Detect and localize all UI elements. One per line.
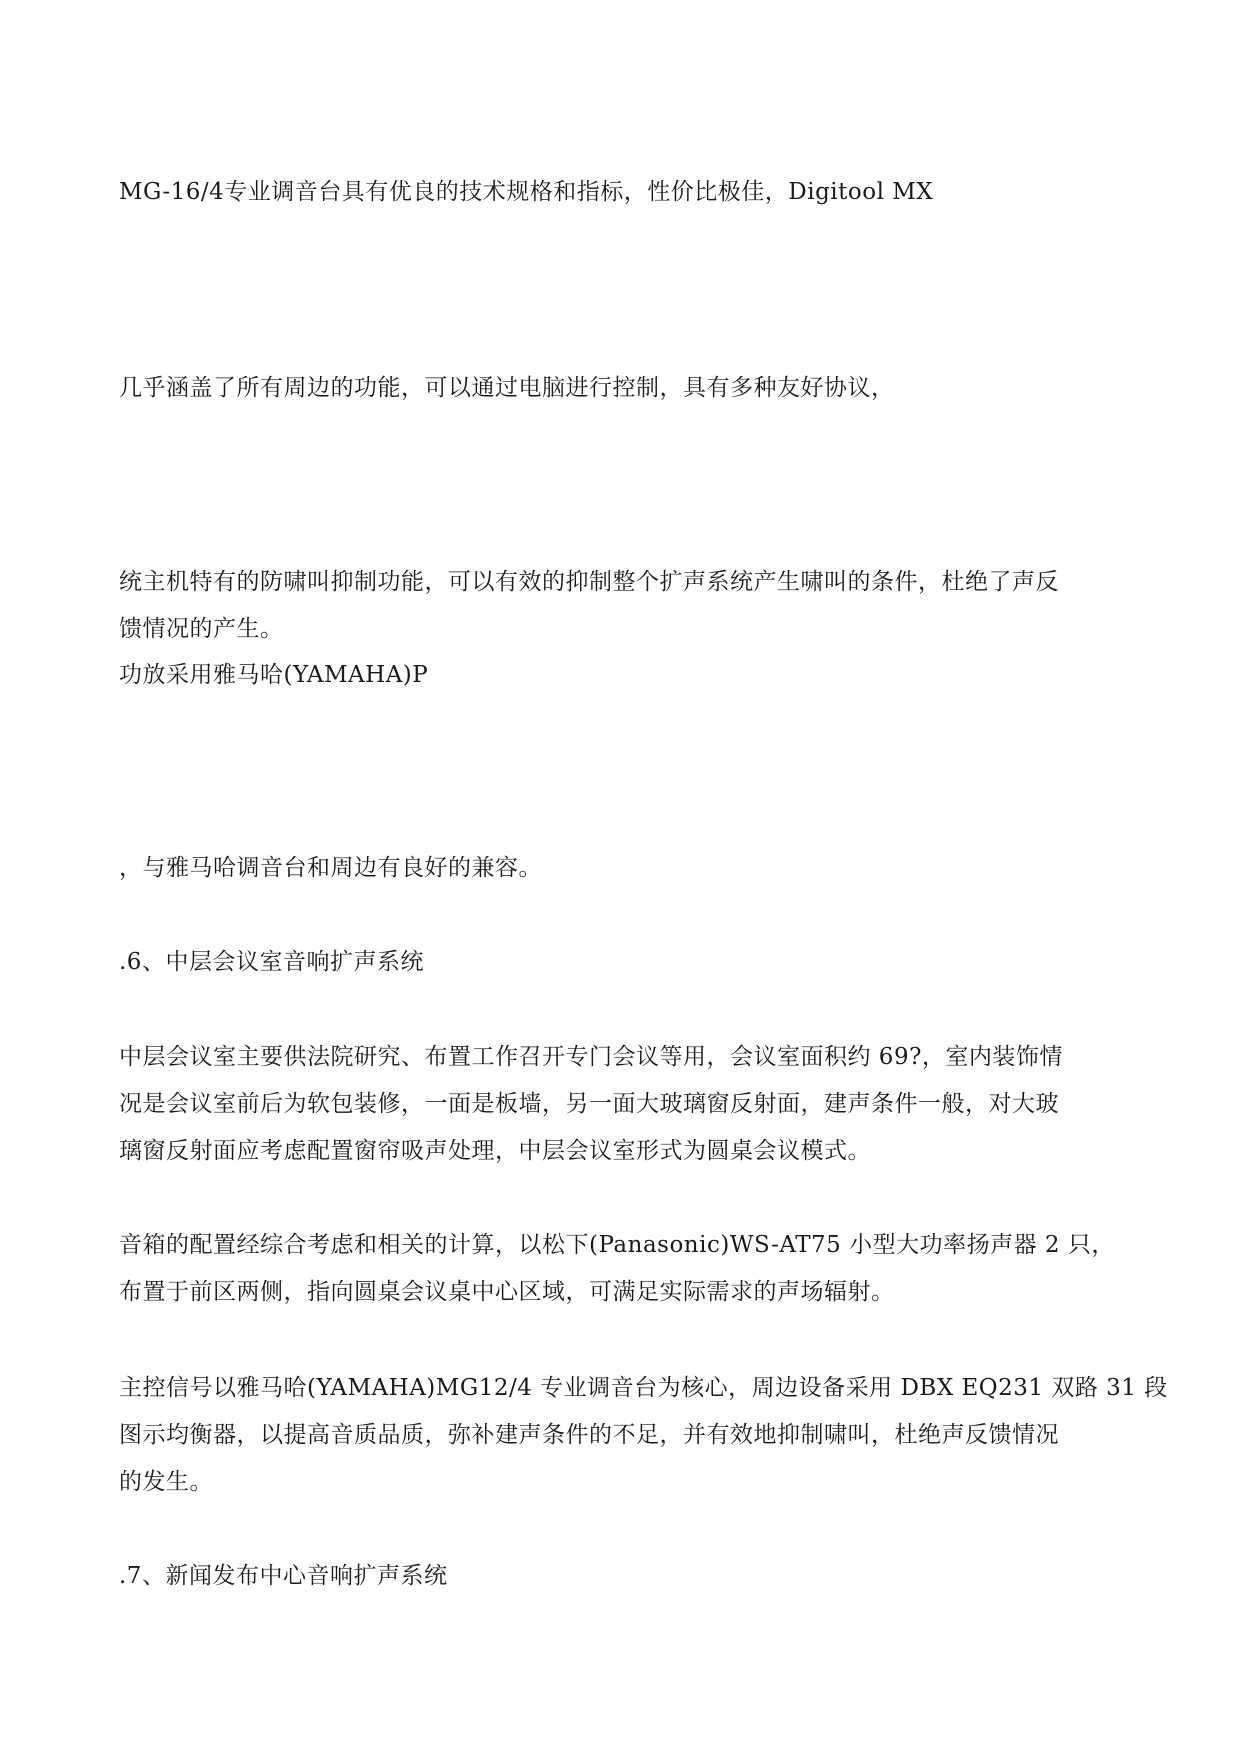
paragraph-line: 璃窗反射面应考虑配置窗帘吸声处理，中层会议室形式为圆桌会议模式。 bbox=[119, 1138, 871, 1164]
paragraph-line: 布置于前区两侧，指向圆桌会议桌中心区域，可满足实际需求的声场辐射。 bbox=[119, 1279, 895, 1305]
paragraph-line: 音箱的配置经综合考虑和相关的计算，以松下(Panasonic)WS-AT75 小型大功率扬声器 2 只， bbox=[119, 1232, 1115, 1258]
section-heading: .7、新闻发布中心音响扩声系统 bbox=[119, 1563, 448, 1589]
paragraph-line: MG-16/4专业调音台具有优良的技术规格和指标，性价比极佳，Digitool MX bbox=[119, 179, 934, 205]
paragraph-line: 馈情况的产生。 bbox=[119, 616, 284, 642]
paragraph-line: 几乎涵盖了所有周边的功能，可以通过电脑进行控制，具有多种友好协议， bbox=[119, 375, 895, 401]
paragraph-line: 功放采用雅马哈(YAMAHA)P bbox=[119, 662, 429, 688]
paragraph-line: 况是会议室前后为软包装修，一面是板墙，另一面大玻璃窗反射面，建声条件一般，对大玻 bbox=[119, 1091, 1059, 1117]
paragraph-line: 中层会议室主要供法院研究、布置工作召开专门会议等用，会议室面积约 69?，室内装饰情 bbox=[119, 1044, 1063, 1070]
paragraph-line: 的发生。 bbox=[119, 1469, 213, 1495]
section-heading: .6、中层会议室音响扩声系统 bbox=[119, 949, 424, 975]
paragraph-line: 统主机特有的防啸叫抑制功能，可以有效的抑制整个扩声系统产生啸叫的条件，杜绝了声反 bbox=[119, 569, 1059, 595]
paragraph-line: 图示均衡器，以提高音质品质，弥补建声条件的不足，并有效地抑制啸叫，杜绝声反馈情况 bbox=[119, 1422, 1059, 1448]
paragraph-line: ，与雅马哈调音台和周边有良好的兼容。 bbox=[119, 855, 542, 881]
paragraph-line: 主控信号以雅马哈(YAMAHA)MG12/4 专业调音台为核心，周边设备采用 DBX EQ231 双路 31 段 bbox=[119, 1375, 1168, 1401]
